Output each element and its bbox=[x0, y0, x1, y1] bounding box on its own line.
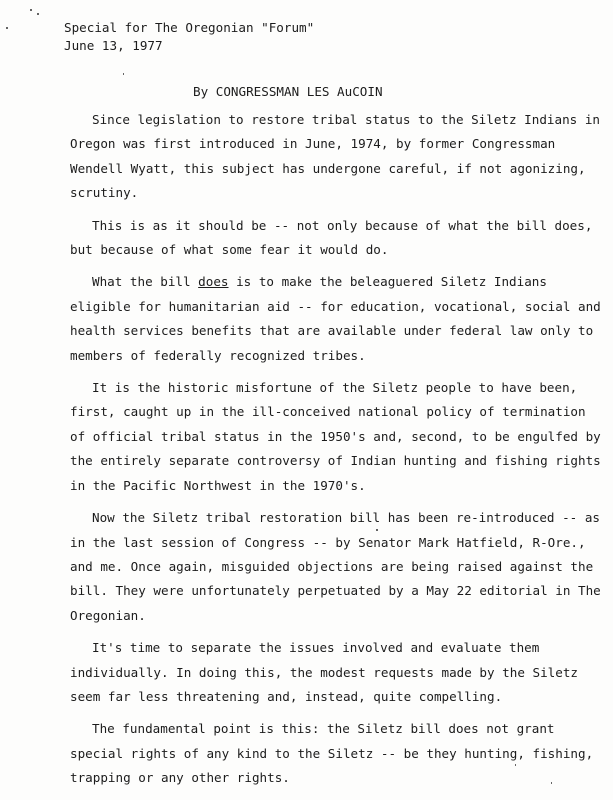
scan-speck bbox=[123, 73, 124, 75]
paragraph-3-start: What the bill bbox=[92, 274, 199, 290]
scan-speck bbox=[30, 9, 32, 11]
scan-speck bbox=[6, 27, 8, 29]
paragraph-3 bbox=[70, 270, 606, 368]
paragraph-2: This is as it should be -- not only because of what the bill does, but because of what some fear it would do. bbox=[70, 217, 593, 258]
paragraph-5: Now the Siletz tribal restoration bill has been re-introduced -- as in the last session of Congress -- by Senator Mark Hatfield, R-Ore., and me. Once again, misguided objections are being raised against the bill. They were unfortunately perpetuated by a May 22 editorial in The Oregonian. bbox=[70, 510, 601, 623]
underlined-word: does bbox=[198, 274, 229, 290]
header-line-publication: Special for The Oregonian "Forum" bbox=[64, 20, 315, 35]
header-line-date: June 13, 1977 bbox=[64, 38, 163, 53]
paragraph-7: The fundamental point is this: the Siletz bill does not grant special rights of any kind to the Siletz -- be they hunting, fishing, trapping or any other rights. bbox=[70, 721, 594, 786]
byline: By CONGRESSMAN LES AuCOIN bbox=[193, 84, 383, 99]
article-body bbox=[70, 108, 606, 799]
paragraph-3-rest: is to make the beleaguered Siletz Indians eligible for humanitarian aid -- for education, vocational, social and health services benefits that are available under federal law only to members of federally recognized tribes. bbox=[70, 274, 601, 363]
document-header bbox=[64, 19, 314, 55]
scan-speck bbox=[37, 13, 39, 15]
paragraph-4: It is the historic misfortune of the Siletz people to have been, first, caught up in the ill-conceived national policy of termination of official tribal status in the 1950's and, second, to be engulfed by the entirely separate controversy of Indian hunting and fishing rights in the Pacific Northwest in the 1970's. bbox=[70, 380, 601, 493]
paragraph-6: It's time to separate the issues involved and evaluate them individually. In doing this, the modest requests made by the Siletz seem far less threatening and, instead, quite compelling. bbox=[70, 640, 578, 704]
paragraph-1: Since legislation to restore tribal status to the Siletz Indians in Oregon was first introduced in June, 1974, by former Congressman Wendell Wyatt, this subject has undergone careful, if not agonizing, scrutiny. bbox=[70, 112, 600, 201]
